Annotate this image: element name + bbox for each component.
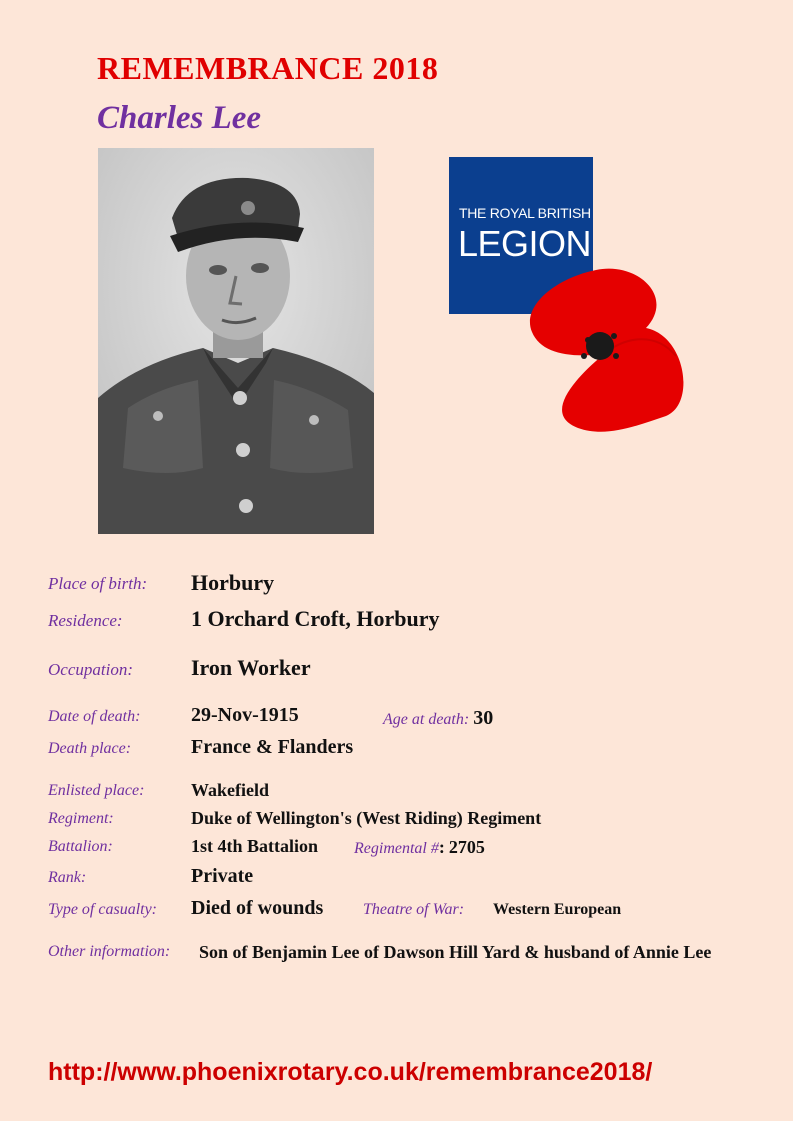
regimental-number-label: Regimental # <box>354 840 439 857</box>
rank-label: Rank: <box>48 869 87 886</box>
type-of-casualty-value: Died of wounds <box>191 897 324 919</box>
age-at-death <box>383 707 493 730</box>
soldier-name: Charles Lee <box>97 100 262 136</box>
footer-url-link[interactable]: http://www.phoenixrotary.co.uk/remembrance2018/ <box>48 1058 653 1086</box>
other-information-value: Son of Benjamin Lee of Dawson Hill Yard & husband of Annie Lee <box>199 942 712 962</box>
regiment-value: Duke of Wellington's (West Riding) Regiment <box>191 808 542 828</box>
date-of-death-label: Date of death: <box>48 708 141 725</box>
poppy-icon <box>526 266 686 436</box>
age-at-death-colon: : <box>463 711 470 728</box>
logo-text-line1: THE ROYAL BRITISH <box>459 205 591 221</box>
death-place-label: Death place: <box>48 740 132 757</box>
theatre-of-war-value: Western European <box>493 901 622 918</box>
regimental-number <box>354 837 485 858</box>
date-of-death-value: 29-Nov-1915 <box>191 704 299 726</box>
other-information-label: Other information: <box>48 943 171 960</box>
theatre-of-war-label: Theatre of War: <box>363 901 465 918</box>
enlisted-place-label: Enlisted place: <box>48 782 145 799</box>
regiment-label: Regiment: <box>48 810 114 827</box>
place-of-birth-value: Horbury <box>191 570 275 595</box>
page-title: REMEMBRANCE 2018 <box>97 50 439 86</box>
residence-label: Residence: <box>48 611 123 630</box>
logo-text-line2: LEGION <box>458 223 592 264</box>
battalion-label: Battalion: <box>48 838 113 855</box>
residence-value: 1 Orchard Croft, Horbury <box>191 606 440 631</box>
occupation-value: Iron Worker <box>191 655 311 680</box>
place-of-birth-label: Place of birth: <box>48 574 148 593</box>
age-at-death-label: Age at death <box>383 711 464 728</box>
age-at-death-value: 30 <box>473 707 494 729</box>
rank-value: Private <box>191 865 254 887</box>
battalion-value: 1st 4th Battalion <box>191 836 319 856</box>
regimental-number-value: 2705 <box>448 837 485 857</box>
type-of-casualty-label: Type of casualty: <box>48 901 158 918</box>
portrait-drawing <box>98 148 374 534</box>
soldier-portrait <box>98 148 374 534</box>
regimental-number-colon: : <box>438 837 445 857</box>
enlisted-place-value: Wakefield <box>191 780 270 800</box>
occupation-label: Occupation: <box>48 660 133 679</box>
death-place-value: France & Flanders <box>191 736 354 758</box>
